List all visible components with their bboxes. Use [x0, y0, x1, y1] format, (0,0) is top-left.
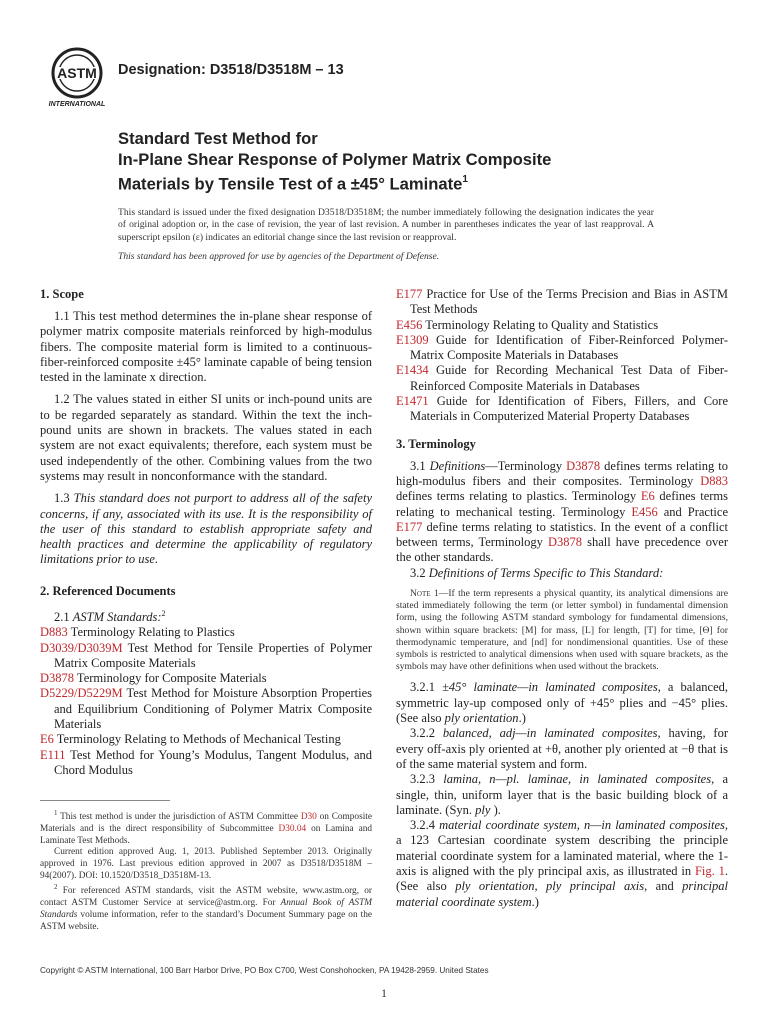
title-line-3: Materials by Tensile Test of a ±45° Laminate$^1$: [118, 174, 468, 194]
scope-1-2: 1.2 The values stated in either SI units or inch-pound units are to be regarded separately as standard. Within the text the inch-pound units are shown in brackets. The values stated in each system are not exact equivalents; therefore, each system must be used independently of the other. Combining values from the two systems may result in nonconformance with the standard.: [40, 392, 372, 483]
astm-logo-icon: [44, 46, 110, 108]
footnotes: [40, 808, 372, 933]
title-footnote-mark: 1: [462, 174, 468, 185]
terminology-heading: 3. Terminology: [396, 436, 476, 451]
definition-3-2-1: 3.2.1 ±45° laminate—in laminated composites, a balanced, symmetric lay-up composed only of +45° plies and −45° plies. (See also ply orientation.): [396, 680, 729, 726]
issuance-notice: [118, 207, 654, 264]
scope-1-3: 1.3 This standard does not purport to address all of the safety concerns, if any, associated with its use. It is the responsibility of the user of this standard to establish appropriate safety and health practices and determine the applicability of regulatory limitations prior to use.: [40, 491, 372, 567]
ref-item[interactable]: E111 Test Method for Young’s Modulus, Tangent Modulus, and Chord Modulus: [40, 747, 372, 777]
footnote-1-edition: Current edition approved Aug. 1, 2013. Published September 2013. Originally approved in 1976. Last previous edition approved in 2007 as D3518/D3518M – 94(2007). DOI: 10.1520/D3518_D3518M-13.: [40, 847, 372, 881]
ref-item[interactable]: E177 Practice for Use of the Terms Precision and Bias in ASTM Test Methods: [396, 287, 728, 317]
ref-item[interactable]: E456 Terminology Relating to Quality and Statistics: [396, 317, 659, 332]
ref-item[interactable]: D3039/D3039M Test Method for Tensile Properties of Polymer Matrix Composite Materials: [40, 640, 372, 670]
definition-3-2-3: 3.2.3 lamina, n—pl. laminae, in laminated composites, a single, thin, uniform layer that is the basic building block of a laminate. (Syn. ply ).: [396, 772, 728, 817]
right-column: [396, 287, 728, 910]
issuance-text: This standard is issued under the fixed designation D3518/D3518M; the number immediately following the designation indicates the year of original adoption or, in the case of revision, the year of last revision. A number in parentheses indicates the year of last reapproval. A superscript epsilon (ε) indicates an editorial change since the last revision or reapproval.: [118, 207, 654, 243]
logo-text: ASTM: [57, 65, 97, 81]
footnote-divider: [40, 800, 170, 801]
terminology-3-2: 3.2 Definitions of Terms Specific to This Standard:: [410, 565, 664, 580]
ref-item[interactable]: D5229/D5229M Test Method for Moisture Absorption Properties and Equilibrium Conditioning of Polymer Matrix Composite Materials: [40, 686, 372, 731]
page-number: 1: [381, 986, 387, 1000]
figure-link[interactable]: Fig. 1: [694, 864, 725, 879]
referenced-heading: 2. Referenced Documents: [40, 583, 176, 598]
ref-item[interactable]: E6 Terminology Relating to Methods of Mechanical Testing: [40, 732, 341, 747]
title-line-1: Standard Test Method for: [118, 129, 318, 148]
page-title: [118, 128, 718, 195]
ref-item[interactable]: E1471 Guide for Identification of Fibers, Fillers, and Core Materials in Computerized Material Property Databases: [396, 394, 728, 424]
left-column: [40, 287, 372, 778]
copyright: Copyright © ASTM International, 100 Barr Harbor Drive, PO Box C700, West Conshohocken, PA 19428-2959. United States: [40, 966, 489, 975]
note-1: Note 1—If the term represents a physical quantity, its analytical dimensions are stated immediately following the term (or letter symbol) in fundamental dimension form, using the following ASTM standard symbology for fundamental dimensions, shown within square brackets: [M] for mass, [L] for length, [T] for time, [Θ] for thermodynamic temperature, and [nd] for nondimensional quantities. Use of these symbols is restricted to analytical dimensions when used with square brackets, as the symbols may have other definitions when used without the brackets.: [396, 588, 728, 673]
ref-item[interactable]: D3878 Terminology for Composite Materials: [40, 671, 267, 686]
title-line-2: In-Plane Shear Response of Polymer Matrix Composite: [118, 150, 552, 169]
ref-item[interactable]: E1309 Guide for Identification of Fiber-Reinforced Polymer-Matrix Composite Materials in Databases: [396, 332, 728, 363]
definition-3-2-4: 3.2.4 material coordinate system, n—in laminated composites, a 123 Cartesian coordinate system describing the principle material coordinate system for a laminated material, where the 1-axis is aligned with the ply principal axis, as illustrated in Fig. 1. (See also ply orientation, ply principal axis, and principal material coordinate system.): [396, 818, 728, 909]
definition-3-2-2: 3.2.2 balanced, adj—in laminated composites, having, for every off-axis ply oriented at +θ, another ply oriented at −θ that is of the same material system and form.: [396, 726, 728, 771]
astm-standards-subheading: 2.1 ASTM Standards:$^2$: [54, 608, 166, 624]
footnote-2: $^2$ For referenced ASTM standards, visit the ASTM website, www.astm.org, or contact ASTM Customer Service at service@astm.org. For Annual Book of ASTM Standards volume information, refer to the standard’s Document Summary page on the ASTM website.: [40, 883, 372, 932]
scope-heading: 1. Scope: [40, 287, 84, 301]
terminology-3-1: 3.1 Definitions—Terminology D3878 defines terms relating to high-modulus fibers and their composites. Terminology D883 defines terms relating to plastics. Terminology E6 defines terms relating to mechanical testing. Terminology E456 and Practice E177 define terms relating to statistics. In the event of a conflict between terms, Terminology D3878 shall have precedence over the other standards.: [396, 458, 728, 565]
logo-subtext: INTERNATIONAL: [48, 101, 106, 108]
defense-approval: This standard has been approved for use by agencies of the Department of Defense.: [118, 251, 440, 263]
designation: Designation: D3518/D3518M – 13: [118, 62, 344, 78]
footnote-1: $^1$ This test method is under the jurisdiction of ASTM Committee D30 on Composite Materials and is the direct responsibility of Subcommittee D30.04 on Lamina and Laminate Test Methods.: [40, 809, 372, 846]
scope-1-1: 1.1 This test method determines the in-plane shear response of polymer matrix composite materials reinforced by high-modulus fibers. The composite material form is limited to a continuous-fiber-reinforced composite ±45° laminate capable of being tension tested in the laminate x direction.: [40, 309, 372, 385]
ref-item[interactable]: D883 Terminology Relating to Plastics: [40, 625, 235, 640]
ref-item[interactable]: E1434 Guide for Recording Mechanical Test Data of Fiber-Reinforced Composite Materials in Databases: [396, 363, 728, 393]
